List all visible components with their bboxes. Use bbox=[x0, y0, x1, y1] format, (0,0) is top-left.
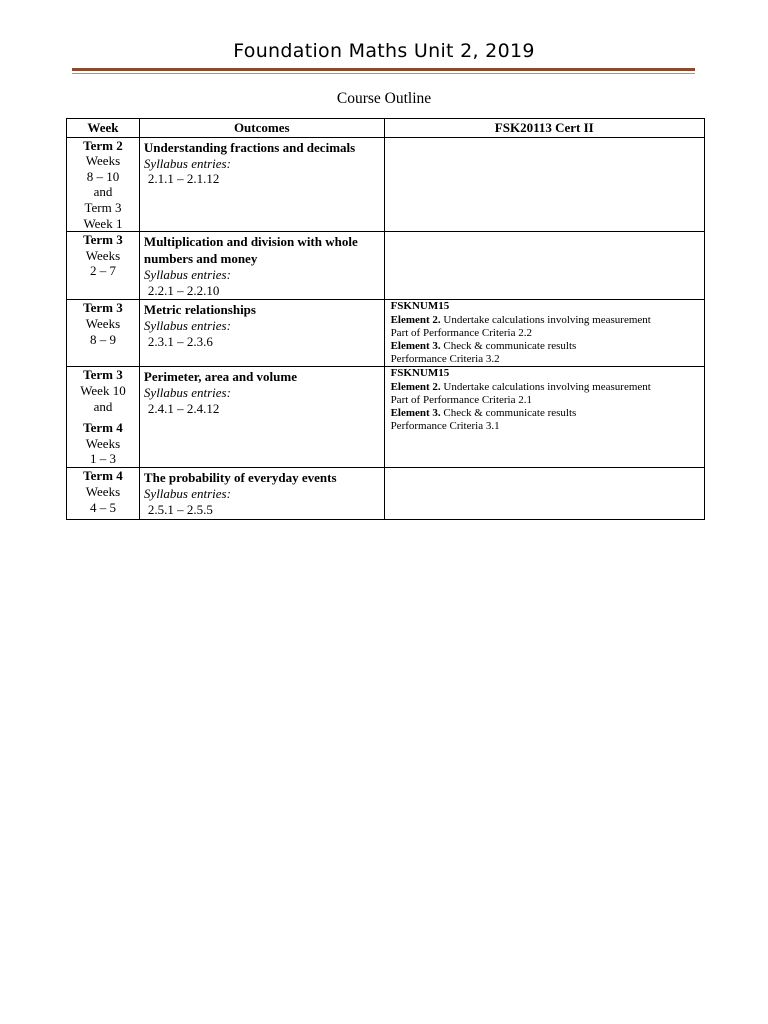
week-term: Term 3 bbox=[83, 367, 123, 383]
fsk-element-2-criteria: Part of Performance Criteria 2.2 bbox=[390, 326, 532, 339]
column-header-week: Week bbox=[67, 119, 140, 138]
outcomes-cell bbox=[139, 137, 384, 232]
outcomes-cell bbox=[139, 468, 384, 519]
outcome-topic: Metric relationships bbox=[143, 302, 256, 318]
page-title: Course Outline bbox=[336, 90, 432, 107]
table-row bbox=[67, 300, 705, 367]
syllabus-label: Syllabus entries: bbox=[143, 267, 231, 283]
table-row bbox=[67, 137, 705, 232]
table-row bbox=[67, 468, 705, 519]
document-header: Foundation Maths Unit 2, 2019 bbox=[233, 40, 535, 62]
week-term: Term 3 bbox=[83, 232, 123, 248]
week-line: 8 – 10 bbox=[86, 168, 120, 184]
fsk-element-2: Element 2. Undertake calculations involving measurement bbox=[390, 380, 651, 393]
week-line: Weeks bbox=[85, 483, 121, 499]
fsk-unit-code: FSKNUM15 bbox=[390, 367, 450, 380]
fsk-element-2: Element 2. Undertake calculations involving measurement bbox=[390, 313, 651, 326]
week-cell bbox=[67, 232, 140, 300]
outcome-topic: Understanding fractions and decimals bbox=[143, 139, 356, 155]
outcomes-cell bbox=[139, 300, 384, 367]
header-rule-thin bbox=[72, 73, 695, 74]
fsk-unit-code: FSKNUM15 bbox=[390, 300, 450, 313]
syllabus-range: 2.2.1 – 2.2.10 bbox=[147, 282, 220, 298]
table-row bbox=[67, 367, 705, 468]
fsk-element-3-criteria: Performance Criteria 3.2 bbox=[390, 353, 500, 366]
outcome-topic: Multiplication and division with whole numbers and money bbox=[143, 234, 358, 267]
week-line: 2 – 7 bbox=[89, 263, 116, 279]
week-term: Term 2 bbox=[83, 137, 123, 153]
syllabus-label: Syllabus entries: bbox=[143, 486, 231, 502]
syllabus-range: 2.5.1 – 2.5.5 bbox=[147, 501, 213, 517]
week-line: and bbox=[93, 184, 113, 200]
week-line: Term 3 bbox=[84, 199, 122, 215]
week-line: Weeks bbox=[85, 247, 121, 263]
syllabus-label: Syllabus entries: bbox=[143, 385, 231, 401]
week-line: Weeks bbox=[85, 153, 121, 169]
syllabus-range: 2.4.1 – 2.4.12 bbox=[147, 400, 220, 416]
week-term: Term 4 bbox=[83, 468, 123, 484]
outcomes-cell bbox=[139, 232, 384, 300]
outcome-topic: The probability of everyday events bbox=[143, 470, 337, 486]
week-line: 8 – 9 bbox=[89, 331, 116, 347]
week-cell bbox=[67, 367, 140, 468]
fsk-cell bbox=[384, 367, 704, 468]
column-header-outcomes: Outcomes bbox=[139, 119, 384, 138]
syllabus-range: 2.1.1 – 2.1.12 bbox=[147, 171, 220, 187]
week-cell bbox=[67, 300, 140, 367]
fsk-element-3: Element 3. Check & communicate results bbox=[390, 339, 577, 352]
table-header-row bbox=[67, 119, 705, 138]
week-cell bbox=[67, 137, 140, 232]
fsk-cell bbox=[384, 232, 704, 300]
week-line: and bbox=[93, 398, 113, 414]
week-line: 1 – 3 bbox=[89, 451, 116, 467]
fsk-cell bbox=[384, 468, 704, 519]
header-rule-thick bbox=[72, 68, 695, 71]
week-term: Term 4 bbox=[83, 420, 123, 436]
week-line: Weeks bbox=[85, 435, 121, 451]
fsk-cell bbox=[384, 137, 704, 232]
fsk-element-3: Element 3. Check & communicate results bbox=[390, 406, 577, 419]
outcome-topic: Perimeter, area and volume bbox=[143, 369, 297, 385]
column-header-fsk: FSK20113 Cert II bbox=[384, 119, 704, 138]
syllabus-label: Syllabus entries: bbox=[143, 318, 231, 334]
table-row bbox=[67, 232, 705, 300]
week-line: Weeks bbox=[85, 315, 121, 331]
outcomes-cell bbox=[139, 367, 384, 468]
fsk-element-2-criteria: Part of Performance Criteria 2.1 bbox=[390, 393, 532, 406]
syllabus-label: Syllabus entries: bbox=[143, 155, 231, 171]
syllabus-range: 2.3.1 – 2.3.6 bbox=[147, 333, 213, 349]
week-term: Term 3 bbox=[83, 300, 123, 316]
fsk-element-3-criteria: Performance Criteria 3.1 bbox=[390, 420, 500, 433]
week-line: 4 – 5 bbox=[89, 499, 116, 515]
week-line: Week 10 bbox=[80, 382, 126, 398]
fsk-cell bbox=[384, 300, 704, 367]
course-outline-table bbox=[66, 118, 705, 520]
week-line: Week 1 bbox=[83, 215, 123, 231]
week-cell bbox=[67, 468, 140, 519]
